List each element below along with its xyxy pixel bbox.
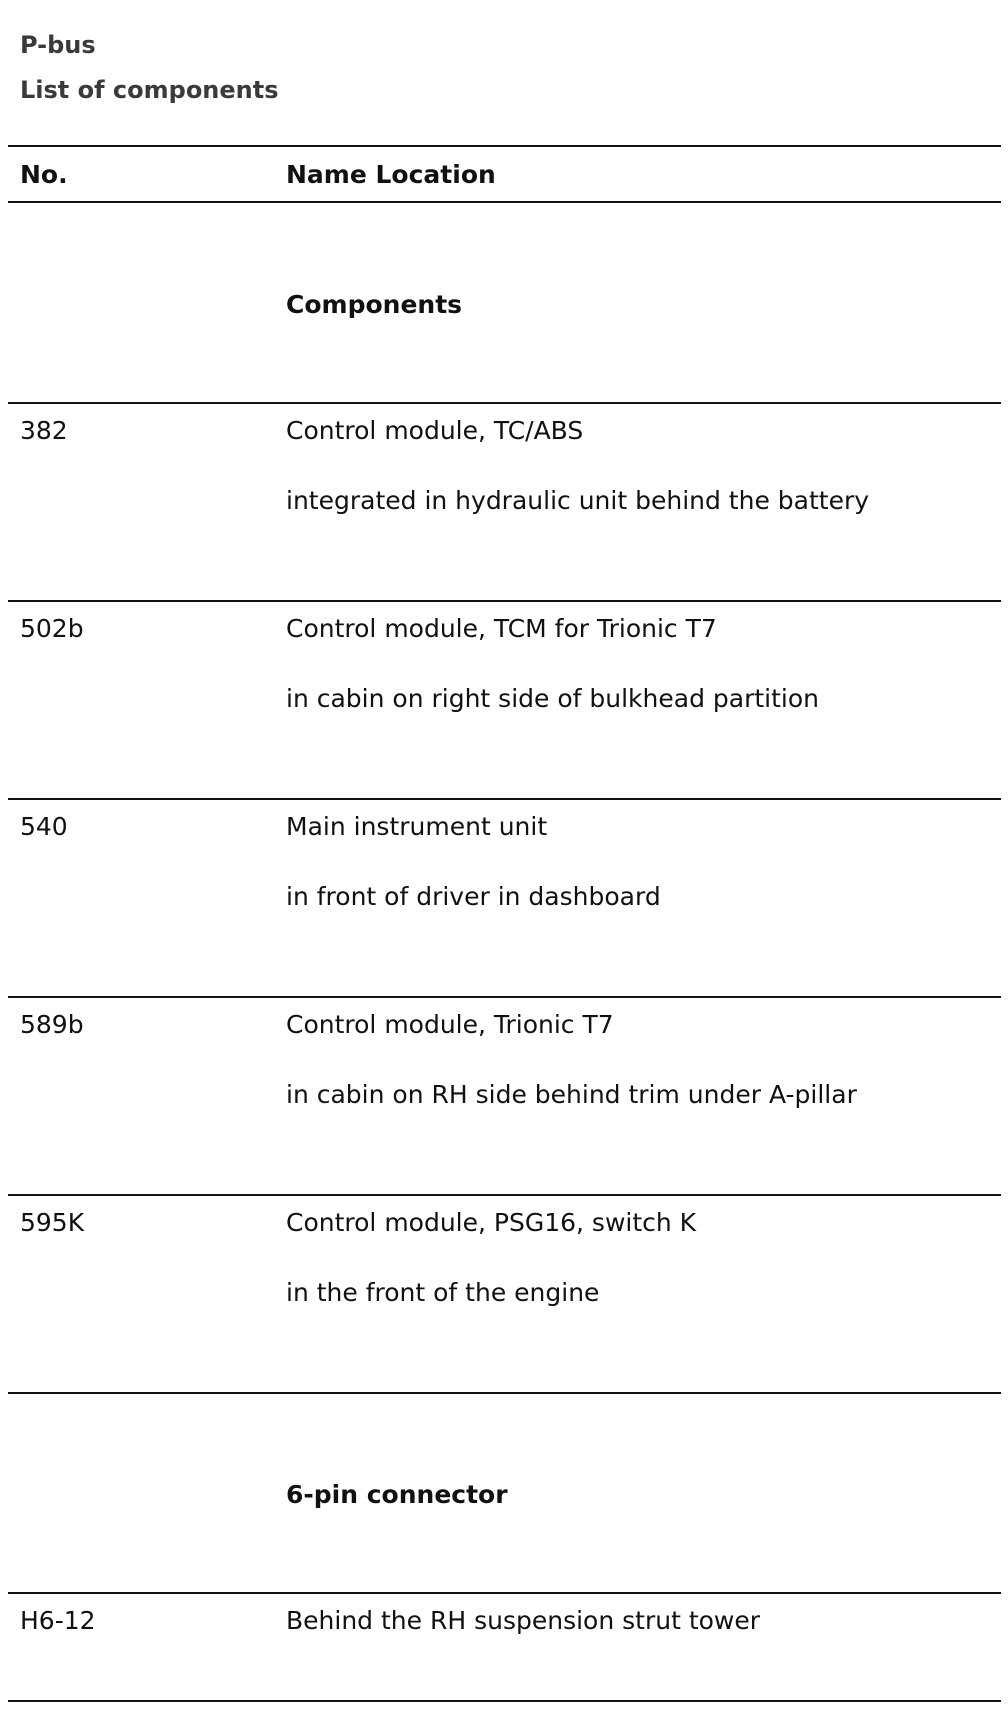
table-top-rule: [8, 145, 1001, 147]
row-rule: [8, 996, 1001, 998]
column-header-no: No.: [20, 160, 68, 189]
component-name: Control module, PSG16, switch K: [286, 1208, 697, 1237]
section-title-components: Components: [286, 290, 463, 319]
table-bottom-rule: [8, 1700, 1001, 1702]
connector-location: Behind the RH suspension strut tower: [286, 1606, 761, 1635]
component-name: Control module, Trionic T7: [286, 1010, 614, 1039]
component-number: 382: [20, 416, 68, 445]
component-location: in cabin on right side of bulkhead partition: [286, 684, 819, 713]
section-title-6-pin-connector: 6-pin connector: [286, 1480, 508, 1509]
doc-subtitle: P-bus: [20, 31, 96, 59]
component-location: integrated in hydraulic unit behind the battery: [286, 486, 870, 515]
component-name: Main instrument unit: [286, 812, 548, 841]
row-rule: [8, 600, 1001, 602]
row-rule: [8, 798, 1001, 800]
column-header-name-location: Name Location: [286, 160, 496, 189]
component-number: 589b: [20, 1010, 84, 1039]
component-location: in front of driver in dashboard: [286, 882, 661, 911]
component-location: in cabin on RH side behind trim under A-pillar: [286, 1080, 857, 1109]
row-rule: [8, 1392, 1001, 1394]
row-rule: [8, 402, 1001, 404]
row-rule: [8, 1194, 1001, 1196]
doc-title: List of components: [20, 76, 279, 104]
component-location: in the front of the engine: [286, 1278, 600, 1307]
component-name: Control module, TC/ABS: [286, 416, 584, 445]
component-number: 595K: [20, 1208, 85, 1237]
connector-number: H6-12: [20, 1606, 96, 1635]
header-bottom-rule: [8, 201, 1001, 203]
component-name: Control module, TCM for Trionic T7: [286, 614, 717, 643]
component-number: 502b: [20, 614, 84, 643]
component-number: 540: [20, 812, 68, 841]
row-rule: [8, 1592, 1001, 1594]
